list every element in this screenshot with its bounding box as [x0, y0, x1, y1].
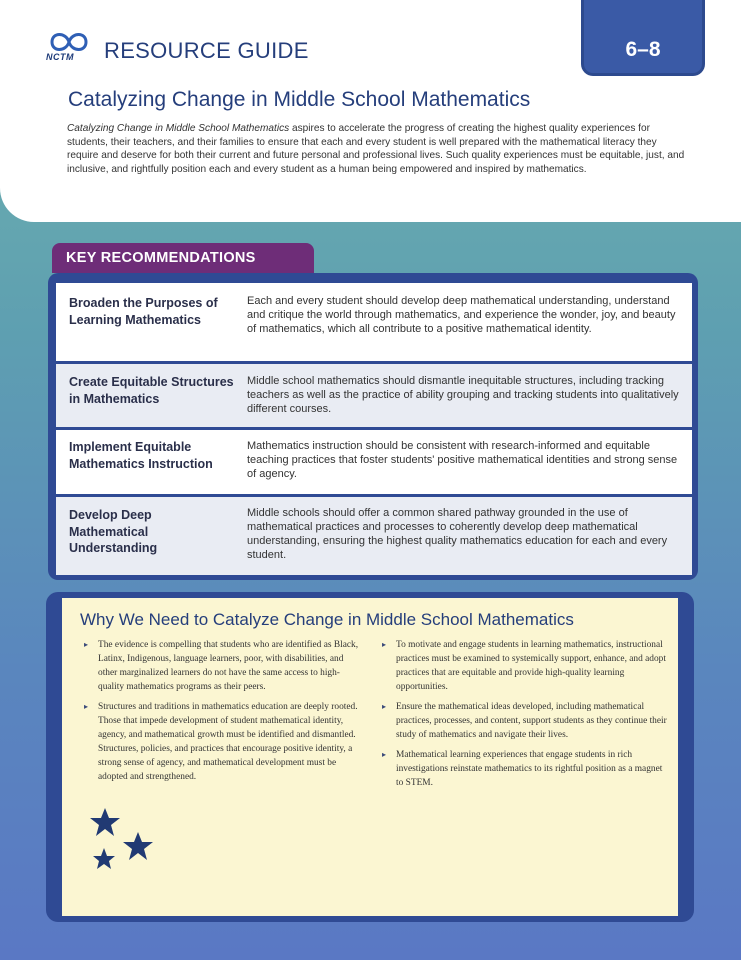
intro-italic-title: Catalyzing Change in Middle School Mathematics: [67, 123, 290, 134]
recommendation-text: Mathematics instruction should be consistent with research-informed and equitable teaching practices that foster students' positive mathematical identities and strong sense of agency.: [247, 440, 678, 480]
why-left-column: [84, 638, 364, 790]
why-section-title: Why We Need to Catalyze Change in Middle School Mathematics: [80, 610, 574, 629]
why-bullet: ▸ Mathematical learning experiences that engage students in rich investigations reinstate mathematics to its rightful position as a magnet to STEM.: [382, 748, 667, 790]
key-recommendations-heading: KEY RECOMMENDATIONS: [66, 250, 256, 266]
logo-text: NCTM: [46, 52, 74, 62]
resource-guide-label: RESOURCE GUIDE: [104, 38, 309, 63]
recommendation-label: Create Equitable Structures in Mathematics: [69, 375, 234, 406]
intro-text: aspires to accelerate the progress of creating the highest quality experiences for students, their teachers, and their families to ensure that each and every student is well prepared with the mathematical literacy they require and deserve for both their current and future personal and professional lives. Such quality experiences must be equitable, just, and inclusive, and rightfully position each and every student as a human being empowered and inspired by mathematics.: [67, 123, 685, 175]
recommendation-text: Middle schools should offer a common shared pathway grounded in the use of mathematical practices and processes to coherently develop deep mathematical understanding, ensuring the highest quality mathematics education for each and every student.: [247, 507, 668, 561]
recommendation-text: Middle school mathematics should dismantle inequitable structures, including tracking teachers as well as the practice of ability grouping and tracking students into qualitatively different courses.: [247, 375, 679, 415]
recommendation-row: [56, 364, 692, 427]
recommendation-row: [56, 497, 692, 575]
why-right-column: [382, 638, 667, 796]
why-bullet: ▸ Structures and traditions in mathematics education are deeply rooted. Those that impede development of student mathematical identity, agency, and mathematical growth must be identified and dismantled. Structures, policies, and practices that encourage positive identity, a strong sense of agency, and mathematical development must be adopted and strengthened.: [84, 700, 364, 784]
grade-band-tab: [581, 0, 705, 76]
recommendation-text: Each and every student should develop deep mathematical understanding, understand and critique the world through mathematics, and experience the wonder, joy, and beauty of mathematics, which all contribute to a positive mathematical identity.: [247, 295, 676, 335]
stars-icon: [88, 806, 158, 876]
recommendation-row: [56, 283, 692, 361]
grade-band-label: 6–8: [625, 38, 661, 61]
why-bullet: ▸ The evidence is compelling that students who are identified as Black, Latinx, Indigenous, language learners, poor, with disabilities, and other marginalized learners do not have the same access to high-quality mathematics programs as their peers.: [84, 638, 364, 694]
intro-paragraph: [67, 122, 685, 176]
document-title: Catalyzing Change in Middle School Mathematics: [68, 88, 531, 111]
recommendation-row: [56, 430, 692, 494]
why-bullet: ▸ Ensure the mathematical ideas developed, including mathematical practices, processes, and content, support students as they continue their study of mathematics and navigate their lives.: [382, 700, 667, 742]
recommendation-label: Broaden the Purposes of Learning Mathematics: [69, 296, 218, 327]
why-bullet: ▸ To motivate and engage students in learning mathematics, instructional practices must be examined to systemically support, enhance, and adopt practices that are equitable and provide high-quality learning opportunities.: [382, 638, 667, 694]
recommendation-label: Develop Deep Mathematical Understanding: [69, 508, 158, 555]
recommendation-label: Implement Equitable Mathematics Instruction: [69, 440, 213, 471]
key-recommendations-table: [56, 283, 692, 575]
key-recommendations-tab: [52, 243, 314, 273]
